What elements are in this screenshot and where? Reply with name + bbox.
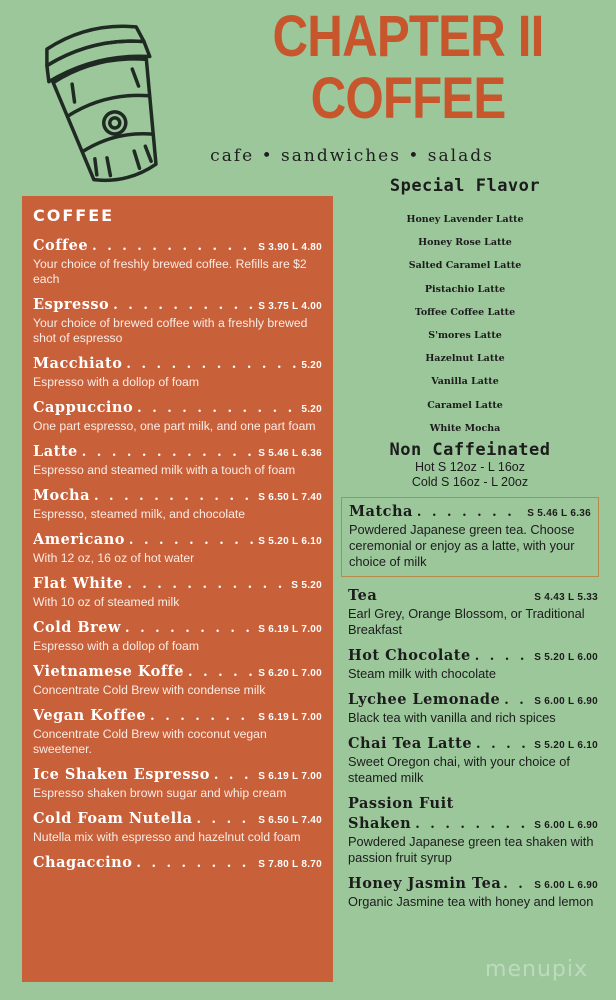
special-flavor-section (350, 176, 580, 440)
item-name: Chagaccino (33, 854, 133, 871)
item-row (348, 691, 598, 708)
item-description: Espresso, steamed milk, and chocolate (33, 507, 246, 521)
item-name: Cappuccino (33, 399, 134, 416)
item-name: Matcha (349, 503, 413, 520)
item-price: S 6.20 L 7.00 (258, 668, 322, 679)
item-name: Chai Tea Latte (348, 735, 473, 752)
matcha-box (341, 497, 599, 577)
item-name: Flat White (33, 575, 124, 592)
flavor-item: Vanilla Latte (431, 376, 499, 388)
watermark: menupix (485, 957, 588, 982)
tagline: cafe • sandwiches • salads (210, 146, 494, 166)
menu-item (348, 647, 598, 682)
item-price: S 5.46 L 6.36 (258, 448, 322, 459)
non-caffeinated-list (348, 587, 598, 919)
menu-item (33, 810, 322, 845)
menu-item (33, 619, 322, 654)
menu-item (33, 575, 322, 610)
item-price: S 5.46 L 6.36 (527, 508, 591, 519)
item-description: Earl Grey, Orange Blossom, or Traditional Breakfast (348, 606, 585, 637)
dot-leader (136, 856, 254, 871)
item-name-line1: Passion Fuit (348, 795, 454, 812)
item-row (33, 237, 322, 254)
item-description: Steam milk with chocolate (348, 666, 496, 681)
menu-item (33, 707, 322, 757)
item-description: Your choice of brewed coffee with a freshly brewed shot of espresso (33, 316, 308, 345)
item-price: S 5.20 L 6.10 (258, 536, 322, 547)
menu-item (33, 663, 322, 698)
item-price: 5.20 (301, 404, 322, 415)
item-description: Powdered Japanese green tea shaken with passion fruit syrup (348, 834, 594, 865)
item-description: Espresso and steamed milk with a touch of foam (33, 463, 296, 477)
item-row (33, 810, 322, 827)
item-row (33, 766, 322, 783)
item-price: S 6.19 L 7.00 (258, 712, 322, 723)
item-row (33, 487, 322, 504)
item-price: S 6.19 L 7.00 (258, 771, 322, 782)
flavor-item: S'mores Latte (428, 329, 502, 341)
cafe-title (231, 6, 585, 130)
menu-item (33, 443, 322, 478)
dot-leader (475, 649, 531, 664)
item-row (348, 735, 598, 752)
item-name-line2: Shaken (348, 815, 412, 832)
dot-leader (137, 401, 297, 416)
item-description: One part espresso, one part milk, and one part foam (33, 419, 316, 433)
title-line-1: CHAPTER II (272, 4, 544, 69)
non-caffeinated-section (340, 440, 600, 490)
dot-leader (92, 239, 254, 254)
item-row (33, 663, 322, 680)
item-price: S 5.20 L 6.00 (534, 652, 598, 663)
item-price: S 6.00 L 6.90 (534, 820, 598, 831)
item-name: Honey Jasmin Tea (348, 875, 502, 892)
dot-leader (113, 298, 254, 313)
item-name: Hot Chocolate (348, 647, 471, 664)
dot-leader (417, 505, 523, 520)
menu-item (33, 296, 322, 346)
flavor-item: Pistachio Latte (424, 283, 506, 295)
dot-leader (503, 877, 532, 892)
item-price: S 6.50 L 7.40 (258, 815, 322, 826)
item-description: Espresso with a dollop of foam (33, 375, 199, 389)
item-name: Coffee (33, 237, 89, 254)
item-row (33, 575, 322, 592)
item-description: Nutella mix with espresso and hazelnut cold foam (33, 830, 301, 844)
item-name: Cold Brew (33, 619, 122, 636)
coffee-heading: COFFEE (33, 206, 115, 225)
dot-leader (188, 665, 254, 680)
item-price: S 4.43 L 5.33 (534, 592, 598, 603)
item-description: Espresso with a dollop of foam (33, 639, 199, 653)
item-price: S 6.19 L 7.00 (258, 624, 322, 635)
item-price: S 5.20 (291, 580, 322, 591)
item-row (348, 587, 598, 604)
item-name: Espresso (33, 296, 110, 313)
menu-item (33, 399, 322, 434)
menu-item-jasmin (348, 875, 598, 910)
item-description: Powdered Japanese green tea. Choose ceremonial or enjoy as a latte, with your choice of milk (349, 522, 575, 569)
item-name: Vegan Koffee (33, 707, 147, 724)
coffee-cup-icon (22, 14, 194, 194)
menu-item (33, 531, 322, 566)
item-row (33, 619, 322, 636)
coffee-panel (22, 196, 333, 982)
menu-item (348, 587, 598, 638)
item-name: Mocha (33, 487, 90, 504)
item-name: Lychee Lemonade (348, 691, 501, 708)
item-price: S 7.80 L 8.70 (258, 859, 322, 870)
item-row (33, 296, 322, 313)
item-description: Espresso shaken brown sugar and whip cream (33, 786, 287, 800)
item-row (33, 854, 322, 871)
item-description: Your choice of freshly brewed coffee. Refills are $2 each (33, 257, 307, 286)
dot-leader (126, 357, 297, 372)
menu-item (33, 237, 322, 287)
coffee-list (33, 237, 322, 871)
item-price: 5.20 (301, 360, 322, 371)
item-row (348, 875, 598, 892)
flavor-item: Honey Lavender Latte (406, 214, 524, 225)
dot-leader (129, 533, 254, 548)
menu-item (33, 487, 322, 522)
menu-item-passion (348, 795, 598, 866)
dot-leader (197, 812, 255, 827)
dot-leader (150, 709, 254, 724)
non-caffeinated-heading: Non Caffeinated (389, 440, 551, 460)
dot-leader (82, 445, 255, 460)
sizes-cold: Cold S 16oz - L 20oz (411, 475, 529, 489)
menu-item (33, 355, 322, 390)
flavor-item: Caramel Latte (427, 399, 503, 411)
item-name: Vietnamese Koffe (33, 663, 185, 680)
dot-leader (125, 621, 254, 636)
item-price: S 3.75 L 4.00 (258, 301, 322, 312)
item-row (33, 531, 322, 548)
item-row (33, 443, 322, 460)
item-row (348, 815, 598, 832)
menu-item (33, 766, 322, 801)
flavor-item: Honey Rose Latte (418, 237, 512, 249)
item-name: Cold Foam Nutella (33, 810, 193, 827)
item-description: With 10 oz of steamed milk (33, 595, 180, 609)
item-description: With 12 oz, 16 oz of hot water (33, 551, 195, 565)
title-line-2: COFFEE (310, 66, 506, 131)
item-price: S 6.50 L 7.40 (258, 492, 322, 503)
dot-leader (94, 489, 254, 504)
dot-leader (504, 693, 530, 708)
item-name: Tea (348, 587, 378, 604)
item-name: Americano (33, 531, 125, 548)
flavor-item: Salted Caramel Latte (408, 260, 522, 272)
dot-leader (127, 577, 287, 592)
flavor-item: White Mocha (429, 422, 501, 434)
matcha-row (349, 503, 591, 520)
menu-item (348, 735, 598, 786)
item-name: Latte (33, 443, 78, 460)
special-flavor-heading: Special Flavor (389, 176, 541, 196)
item-row (348, 647, 598, 664)
item-name: Macchiato (33, 355, 123, 372)
dot-leader (476, 737, 530, 752)
item-row (33, 355, 322, 372)
item-row (33, 399, 322, 416)
flavor-item: Toffee Coffee Latte (414, 306, 516, 318)
item-price: S 6.00 L 6.90 (534, 880, 598, 891)
dot-leader (415, 817, 530, 832)
item-price: S 6.00 L 6.90 (534, 696, 598, 707)
item-description: Organic Jasmine tea with honey and lemon (348, 894, 594, 909)
flavor-list (350, 208, 580, 440)
menu-item (33, 854, 322, 871)
item-price: S 5.20 L 6.10 (534, 740, 598, 751)
item-row (33, 707, 322, 724)
item-name: Ice Shaken Espresso (33, 766, 210, 783)
item-description: Sweet Oregon chai, with your choice of steamed milk (348, 754, 570, 785)
item-description: Concentrate Cold Brew with condense milk (33, 683, 266, 697)
item-price: S 3.90 L 4.80 (258, 242, 322, 253)
sizes-hot: Hot S 12oz - L 16oz (414, 460, 526, 474)
flavor-item: Hazelnut Latte (425, 353, 505, 365)
item-description: Black tea with vanilla and rich spices (348, 710, 556, 725)
item-description: Concentrate Cold Brew with coconut vegan sweetener. (33, 727, 267, 756)
menu-item (348, 691, 598, 726)
dot-leader (214, 768, 254, 783)
